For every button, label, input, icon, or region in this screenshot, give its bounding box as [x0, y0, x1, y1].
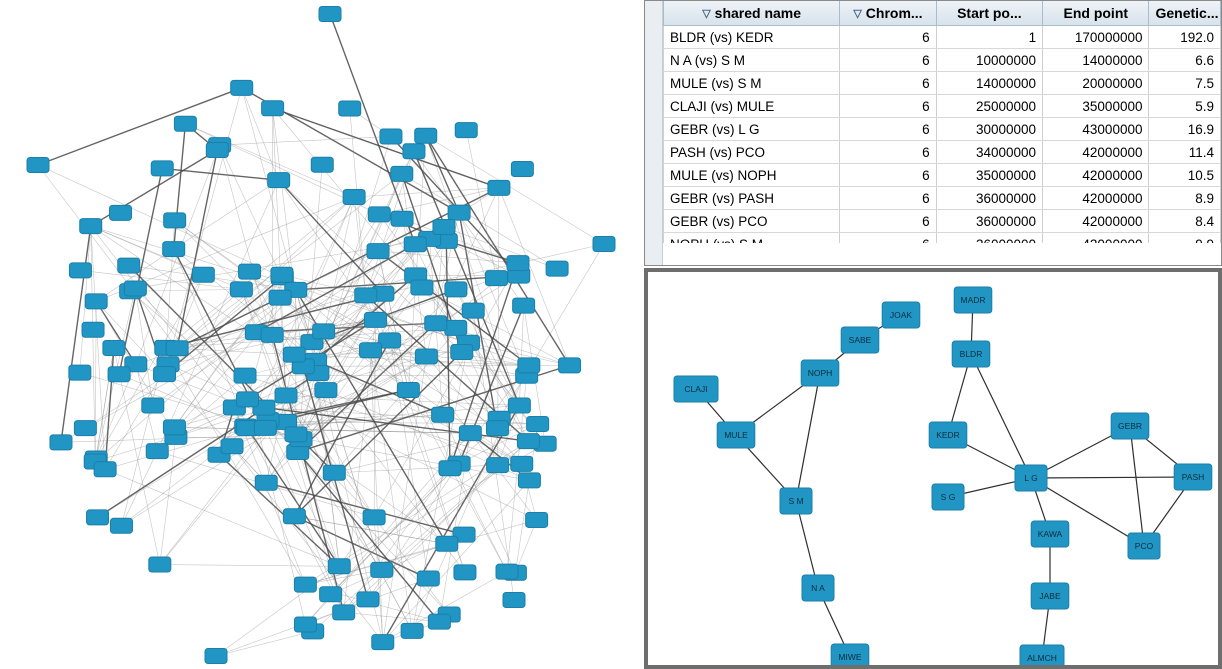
- main-network-nodes[interactable]: [27, 7, 615, 664]
- subnetwork-node-kedr[interactable]: [929, 422, 967, 448]
- main-network-node[interactable]: [110, 205, 132, 220]
- main-network-node[interactable]: [231, 80, 253, 95]
- table-cell[interactable]: 34000000: [936, 141, 1042, 164]
- main-network-node[interactable]: [27, 158, 49, 173]
- network-edge: [402, 174, 427, 357]
- main-network-node[interactable]: [149, 557, 171, 572]
- main-network-node[interactable]: [559, 358, 581, 373]
- table-cell[interactable]: GEBR (vs) L G: [664, 118, 840, 141]
- table-row[interactable]: [664, 49, 1221, 72]
- table-row[interactable]: [664, 26, 1221, 49]
- main-network-node[interactable]: [154, 367, 176, 382]
- main-network-node[interactable]: [328, 559, 350, 574]
- main-network-node[interactable]: [391, 211, 413, 226]
- subnetwork-view[interactable]: [644, 268, 1222, 669]
- table-cell[interactable]: 43000000: [1043, 118, 1149, 141]
- main-network-node[interactable]: [339, 101, 361, 116]
- main-network-node[interactable]: [496, 564, 518, 579]
- main-network-node[interactable]: [142, 398, 164, 413]
- table-header-row[interactable]: [664, 1, 1221, 26]
- network-edge: [344, 468, 450, 612]
- table-cell[interactable]: 8.4: [1149, 210, 1221, 233]
- table-cell[interactable]: 10000000: [936, 49, 1042, 72]
- main-network-node[interactable]: [311, 157, 333, 172]
- main-network-node[interactable]: [206, 143, 228, 158]
- node-label: PCO: [1134, 540, 1154, 551]
- network-edge: [38, 165, 282, 277]
- main-network-node[interactable]: [451, 345, 473, 360]
- main-network-node[interactable]: [285, 427, 307, 442]
- network-edge: [402, 174, 557, 269]
- subnetwork-node-sabe[interactable]: [841, 327, 879, 353]
- main-network-node[interactable]: [507, 256, 529, 271]
- table-empty-area: [663, 243, 1221, 265]
- node-label: N A: [811, 582, 825, 593]
- table-row[interactable]: [664, 164, 1221, 187]
- network-edge: [91, 226, 242, 289]
- subnetwork-node-s-g[interactable]: [932, 484, 964, 510]
- main-network-node[interactable]: [404, 237, 426, 252]
- main-network-node[interactable]: [110, 518, 132, 533]
- table-cell[interactable]: 35000000: [936, 164, 1042, 187]
- main-network-node[interactable]: [164, 213, 186, 228]
- network-edge: [294, 355, 529, 366]
- table-header-label: Start po...: [957, 5, 1022, 21]
- main-network-node[interactable]: [518, 358, 540, 373]
- main-network-node[interactable]: [124, 281, 146, 296]
- main-network-node[interactable]: [527, 416, 549, 431]
- main-network-node[interactable]: [69, 263, 91, 278]
- network-edge: [279, 180, 383, 294]
- subnetwork-node-miwe[interactable]: [831, 644, 869, 665]
- subnetwork-node-n-a[interactable]: [802, 575, 834, 601]
- right-column: [644, 0, 1222, 669]
- main-network-node[interactable]: [355, 288, 377, 303]
- main-network-node[interactable]: [313, 324, 335, 339]
- table-header-label: End point: [1063, 5, 1129, 21]
- table-cell[interactable]: 1: [936, 26, 1042, 49]
- main-network-node[interactable]: [239, 264, 261, 279]
- network-edge: [796, 373, 820, 501]
- main-network-node[interactable]: [343, 190, 365, 205]
- main-network-node[interactable]: [294, 577, 316, 592]
- main-network-node[interactable]: [174, 116, 196, 131]
- main-network-node[interactable]: [546, 261, 568, 276]
- table-cell[interactable]: CLAJI (vs) MULE: [664, 95, 840, 118]
- edge-table[interactable]: [663, 1, 1221, 256]
- table-scroll-area[interactable]: [663, 1, 1221, 265]
- main-network-node[interactable]: [50, 435, 72, 450]
- main-network-node[interactable]: [487, 458, 509, 473]
- main-network-node[interactable]: [415, 128, 437, 143]
- main-network-node[interactable]: [593, 237, 615, 252]
- table-cell[interactable]: 7.5: [1149, 72, 1221, 95]
- table-cell[interactable]: 6: [840, 72, 936, 95]
- network-edge: [971, 354, 1031, 478]
- main-network-node[interactable]: [364, 312, 386, 327]
- table-cell[interactable]: 6: [840, 95, 936, 118]
- subnetwork-canvas[interactable]: [648, 272, 1218, 665]
- main-network-node[interactable]: [87, 510, 109, 525]
- main-network-node[interactable]: [368, 207, 390, 222]
- network-edge: [216, 631, 313, 656]
- main-network-node[interactable]: [294, 617, 316, 632]
- table-cell[interactable]: 14000000: [936, 72, 1042, 95]
- main-network-node[interactable]: [261, 327, 283, 342]
- table-cell[interactable]: 6: [840, 187, 936, 210]
- main-network-node[interactable]: [319, 7, 341, 22]
- table-cell[interactable]: 42000000: [1043, 164, 1149, 187]
- node-label: SABE: [848, 334, 872, 345]
- network-edge: [466, 130, 496, 278]
- main-network-node[interactable]: [283, 347, 305, 362]
- network-edge: [522, 464, 537, 520]
- main-network-node[interactable]: [436, 536, 458, 551]
- node-label: ALMCH: [1027, 652, 1057, 663]
- table-header-cell-4[interactable]: [1149, 1, 1221, 26]
- main-network-node[interactable]: [403, 144, 425, 159]
- main-network-node[interactable]: [518, 473, 540, 488]
- table-row-gutter: [645, 1, 663, 265]
- table-cell[interactable]: 11.4: [1149, 141, 1221, 164]
- main-network-node[interactable]: [417, 571, 439, 586]
- node-label: BLDR: [959, 348, 983, 359]
- main-network-node[interactable]: [371, 562, 393, 577]
- network-edge: [436, 323, 443, 415]
- node-label: CLAJI: [684, 383, 708, 394]
- network-edge: [426, 136, 459, 213]
- subnetwork-node-claji[interactable]: [674, 376, 718, 402]
- main-network-node[interactable]: [513, 298, 535, 313]
- table-cell[interactable]: MULE (vs) S M: [664, 72, 840, 95]
- filter-icon[interactable]: ▽: [702, 8, 711, 20]
- table-cell[interactable]: 36000000: [936, 210, 1042, 233]
- main-network-node[interactable]: [363, 510, 385, 525]
- subnetwork-node-kawa[interactable]: [1031, 521, 1069, 547]
- main-network-node[interactable]: [234, 368, 256, 383]
- main-network-node[interactable]: [511, 162, 533, 177]
- main-network-node[interactable]: [411, 280, 433, 295]
- table-row[interactable]: [664, 187, 1221, 210]
- network-edge: [344, 612, 440, 621]
- main-network-node[interactable]: [262, 101, 284, 116]
- filter-icon[interactable]: ▽: [853, 8, 862, 20]
- table-row[interactable]: [664, 118, 1221, 141]
- subnetwork-node-gebr[interactable]: [1111, 413, 1149, 439]
- network-edge: [1130, 426, 1144, 546]
- table-cell[interactable]: 36000000: [936, 187, 1042, 210]
- main-network-node[interactable]: [439, 461, 461, 476]
- table-cell[interactable]: N A (vs) S M: [664, 49, 840, 72]
- subnetwork-node-almch[interactable]: [1020, 645, 1064, 665]
- table-cell[interactable]: 20000000: [1043, 72, 1149, 95]
- main-network-node[interactable]: [163, 242, 185, 257]
- main-network-node[interactable]: [455, 123, 477, 138]
- network-edge: [1031, 477, 1193, 478]
- main-network-node[interactable]: [391, 166, 413, 181]
- table-cell[interactable]: 170000000: [1043, 26, 1149, 49]
- main-network-node[interactable]: [526, 512, 548, 527]
- main-network-node[interactable]: [255, 475, 277, 490]
- network-edge: [160, 565, 339, 567]
- main-network-node[interactable]: [415, 349, 437, 364]
- table-cell[interactable]: BLDR (vs) KEDR: [664, 26, 840, 49]
- node-label: MIWE: [838, 651, 862, 662]
- table-cell[interactable]: 6: [840, 118, 936, 141]
- subnetwork-node-bldr[interactable]: [952, 341, 990, 367]
- main-network-node[interactable]: [397, 382, 419, 397]
- table-header-cell-3[interactable]: [1043, 1, 1149, 26]
- table-cell[interactable]: 35000000: [1043, 95, 1149, 118]
- table-header-cell-0[interactable]: [664, 1, 840, 26]
- node-label: NOPH: [807, 367, 833, 378]
- main-network-node[interactable]: [333, 605, 355, 620]
- main-network-node[interactable]: [85, 294, 107, 309]
- main-network-node[interactable]: [151, 161, 173, 176]
- subnetwork-node-joak[interactable]: [882, 302, 920, 328]
- table-cell[interactable]: 42000000: [1043, 141, 1149, 164]
- table-cell[interactable]: 42000000: [1043, 210, 1149, 233]
- table-cell[interactable]: PASH (vs) PCO: [664, 141, 840, 164]
- table-header-label: Genetic...: [1155, 5, 1219, 21]
- network-edge: [273, 108, 499, 188]
- node-label: GEBR: [1117, 420, 1143, 431]
- node-label: JABE: [1039, 590, 1061, 601]
- table-cell[interactable]: GEBR (vs) PASH: [664, 187, 840, 210]
- main-network-node[interactable]: [118, 258, 140, 273]
- main-network-node[interactable]: [74, 421, 96, 436]
- main-network-node[interactable]: [432, 407, 454, 422]
- main-network-node[interactable]: [485, 271, 507, 286]
- main-network-node[interactable]: [103, 341, 125, 356]
- subnetwork-node-jabe[interactable]: [1031, 583, 1069, 609]
- table-cell[interactable]: 6.6: [1149, 49, 1221, 72]
- main-network-node[interactable]: [517, 434, 539, 449]
- main-network-node[interactable]: [428, 614, 450, 629]
- main-network-node[interactable]: [454, 565, 476, 580]
- table-cell[interactable]: MULE (vs) NOPH: [664, 164, 840, 187]
- table-cell[interactable]: 6: [840, 26, 936, 49]
- table-cell[interactable]: 14000000: [1043, 49, 1149, 72]
- main-network-node[interactable]: [503, 593, 525, 608]
- main-network-node[interactable]: [82, 322, 104, 337]
- main-network-node[interactable]: [511, 456, 533, 471]
- main-network-node[interactable]: [237, 392, 259, 407]
- subnetwork-node-noph[interactable]: [801, 360, 839, 386]
- table-body[interactable]: [664, 26, 1221, 256]
- subnetwork-node-l-g[interactable]: [1015, 465, 1047, 491]
- network-edge: [519, 306, 523, 406]
- node-label: PASH: [1181, 471, 1205, 482]
- subnetwork-node-pash[interactable]: [1174, 464, 1212, 490]
- main-network-node[interactable]: [271, 267, 293, 282]
- main-network-node[interactable]: [367, 244, 389, 259]
- main-network-node[interactable]: [320, 587, 342, 602]
- network-edge: [446, 241, 450, 468]
- network-edge: [368, 464, 459, 600]
- main-network-node[interactable]: [433, 220, 455, 235]
- table-header-label: shared name: [714, 5, 802, 21]
- subnetwork-edges: [696, 300, 1193, 658]
- table-cell[interactable]: 10.5: [1149, 164, 1221, 187]
- main-network-node[interactable]: [269, 290, 291, 305]
- edge-table-panel[interactable]: [644, 0, 1222, 266]
- main-network-node[interactable]: [508, 398, 530, 413]
- main-network-node[interactable]: [401, 623, 423, 638]
- main-network-node[interactable]: [163, 420, 185, 435]
- main-network-node[interactable]: [205, 649, 227, 664]
- main-network-node[interactable]: [445, 282, 467, 297]
- table-row[interactable]: [664, 95, 1221, 118]
- main-network-node[interactable]: [80, 219, 102, 234]
- table-cell[interactable]: 42000000: [1043, 187, 1149, 210]
- table-cell[interactable]: 6: [840, 49, 936, 72]
- network-edge: [80, 270, 241, 289]
- node-label: L G: [1024, 472, 1038, 483]
- main-network-node[interactable]: [323, 465, 345, 480]
- main-network-node[interactable]: [462, 303, 484, 318]
- table-cell[interactable]: 192.0: [1149, 26, 1221, 49]
- main-network-node[interactable]: [166, 341, 188, 356]
- node-label: MADR: [960, 294, 986, 305]
- node-label: JOAK: [889, 309, 913, 320]
- table-row[interactable]: [664, 72, 1221, 95]
- table-row[interactable]: [664, 210, 1221, 233]
- network-edge: [216, 566, 339, 656]
- main-network-node[interactable]: [146, 444, 168, 459]
- table-cell[interactable]: 6: [840, 210, 936, 233]
- table-header-cell-1[interactable]: [840, 1, 936, 26]
- main-network-node[interactable]: [254, 420, 276, 435]
- main-network-node[interactable]: [230, 282, 252, 297]
- table-cell[interactable]: 30000000: [936, 118, 1042, 141]
- main-network-node[interactable]: [380, 129, 402, 144]
- main-network-node[interactable]: [459, 426, 481, 441]
- main-network-node[interactable]: [357, 592, 379, 607]
- node-label: S M: [788, 495, 804, 506]
- table-row[interactable]: [664, 141, 1221, 164]
- table-cell[interactable]: 6: [840, 164, 936, 187]
- main-network-node[interactable]: [315, 383, 337, 398]
- node-label: KAWA: [1037, 528, 1063, 539]
- main-network-node[interactable]: [488, 180, 510, 195]
- node-label: S G: [940, 491, 956, 502]
- subnetwork-nodes[interactable]: [674, 287, 1212, 665]
- table-cell[interactable]: 8.9: [1149, 187, 1221, 210]
- table-cell[interactable]: 6: [840, 141, 936, 164]
- table-cell[interactable]: 25000000: [936, 95, 1042, 118]
- main-network-node[interactable]: [94, 462, 116, 477]
- table-cell[interactable]: 16.9: [1149, 118, 1221, 141]
- subnetwork-node-pco[interactable]: [1128, 533, 1160, 559]
- main-network-node[interactable]: [108, 367, 130, 382]
- main-network-node[interactable]: [275, 388, 297, 403]
- subnetwork-node-s-m[interactable]: [780, 488, 812, 514]
- main-network-node[interactable]: [69, 365, 91, 380]
- main-network-node[interactable]: [283, 509, 305, 524]
- table-cell[interactable]: 5.9: [1149, 95, 1221, 118]
- node-label: KEDR: [936, 429, 960, 440]
- table-cell[interactable]: GEBR (vs) PCO: [664, 210, 840, 233]
- table-header[interactable]: [664, 1, 1221, 26]
- main-network-node[interactable]: [360, 343, 382, 358]
- main-network-node[interactable]: [221, 439, 243, 454]
- subnetwork-node-madr[interactable]: [954, 287, 992, 313]
- main-network-node[interactable]: [448, 205, 470, 220]
- subnetwork-node-mule[interactable]: [717, 422, 755, 448]
- main-network-node[interactable]: [372, 635, 394, 650]
- main-network-node[interactable]: [445, 320, 467, 335]
- main-network-node[interactable]: [425, 316, 447, 331]
- node-label: MULE: [724, 429, 748, 440]
- table-header-label: Chrom...: [865, 5, 923, 21]
- main-network-node[interactable]: [486, 421, 508, 436]
- main-network-node[interactable]: [192, 267, 214, 282]
- table-header-cell-2[interactable]: [936, 1, 1042, 26]
- main-network-node[interactable]: [268, 173, 290, 188]
